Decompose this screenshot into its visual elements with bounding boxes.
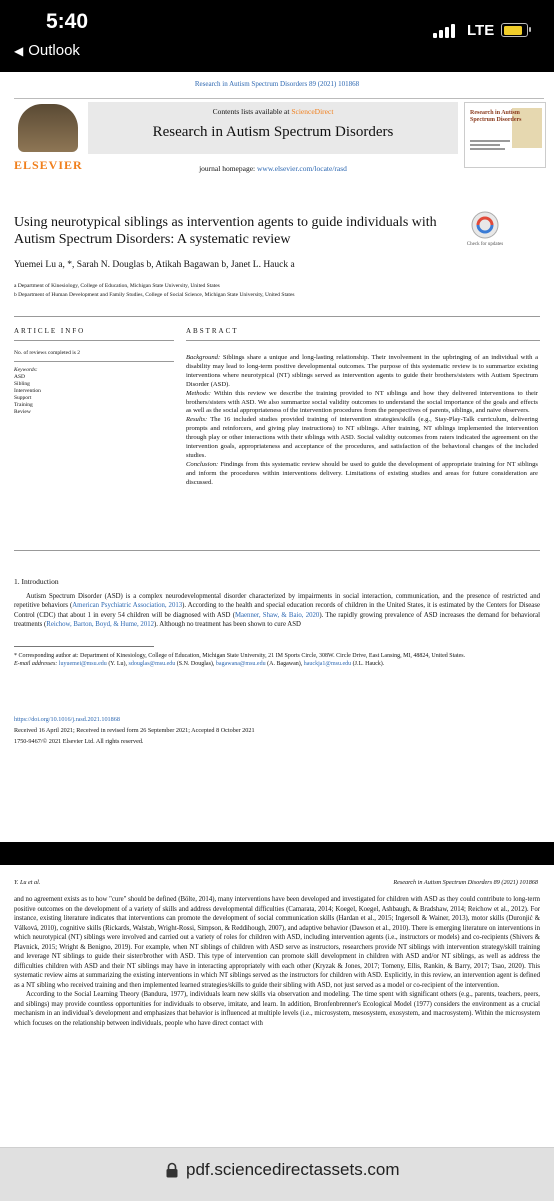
back-label: Outlook xyxy=(28,42,80,59)
article-title: Using neurotypical siblings as intervention agents to guide individuals with Autism Spectrum Disorders: A systematic review xyxy=(14,215,437,247)
lock-icon xyxy=(165,1162,179,1178)
reviews-completed: No. of reviews completed is 2 xyxy=(14,350,80,356)
keyword: Sibling xyxy=(14,381,30,387)
elsevier-tree-logo xyxy=(18,104,78,152)
signal-icon xyxy=(433,24,459,38)
running-journal: Research in Autism Spectrum Disorders 89 (2021) 101868 xyxy=(393,879,538,886)
keyword: Review xyxy=(14,409,31,415)
pdf-page-2 xyxy=(0,865,554,1147)
citation-link[interactable]: Reichow, Barton, Boyd, & Hume, 2012 xyxy=(46,621,155,629)
keywords-block xyxy=(14,367,174,416)
cover-title: Research in Autism Spectrum Disorders xyxy=(470,110,522,123)
url-text[interactable]: pdf.sciencedirectassets.com xyxy=(186,1160,400,1179)
email-link[interactable]: hauckja1@msu.edu xyxy=(303,661,352,667)
check-for-updates-icon[interactable] xyxy=(468,210,502,240)
pdf-page-1 xyxy=(0,72,554,842)
keywords-label: Keywords: xyxy=(14,367,38,373)
affiliation-b: b Department of Human Development and Family Studies, College of Social Science, Michigan State University, United States xyxy=(14,292,295,298)
affiliation-a: a Department of Kinesiology, College of Education, Michigan State University, United States xyxy=(14,283,220,289)
keyword: Intervention xyxy=(14,388,41,394)
divider xyxy=(186,340,540,341)
battery-icon xyxy=(501,23,528,37)
back-arrow-icon: ◀ xyxy=(14,44,24,58)
check-for-updates-label: Check for updates xyxy=(466,242,504,247)
copyright: 1750-9467/© 2021 Elsevier Ltd. All rights reserved. xyxy=(14,738,144,745)
author-list: Yuemei Lu a, *, Sarah N. Douglas b, Atikah Bagawan b, Janet L. Hauck a xyxy=(14,260,295,270)
clock: 5:40 xyxy=(46,10,89,33)
email-link[interactable]: luyuemei@msu.edu xyxy=(58,661,107,667)
citation-link[interactable]: American Psychiatric Association, 2013 xyxy=(72,602,183,610)
citation-link[interactable]: Maenner, Shaw, & Baio, 2020 xyxy=(234,611,320,619)
email-link[interactable]: bagawana@msu.edu xyxy=(215,661,266,667)
journal-homepage: journal homepage: www.elsevier.com/locate/rasd xyxy=(199,164,347,173)
contents-line: Contents lists available at ScienceDirect xyxy=(212,107,334,116)
cover-lines xyxy=(470,140,520,160)
divider xyxy=(14,361,174,362)
journal-citation[interactable]: Research in Autism Spectrum Disorders 89 (2021) 101868 xyxy=(194,80,360,88)
divider xyxy=(14,316,540,317)
elsevier-logo-text: ELSEVIER xyxy=(14,158,83,172)
article-info-heading: ARTICLE INFO xyxy=(14,327,86,335)
footnote-divider xyxy=(14,646,154,647)
keyword: ASD xyxy=(14,374,26,380)
url-bar[interactable] xyxy=(0,1147,554,1201)
back-to-outlook-button[interactable] xyxy=(14,42,80,59)
abstract-heading: ABSTRACT xyxy=(186,327,239,335)
divider xyxy=(14,550,540,551)
running-author: Y. Lu et al. xyxy=(14,879,41,886)
sciencedirect-link[interactable]: ScienceDirect xyxy=(291,107,334,116)
network-label: LTE xyxy=(467,22,495,39)
paragraph: According to the Social Learning Theory (Bandura, 1977), individuals learn new skills via observation and modeling. The time spent with significant others (e.g., parents, teachers, peers, and siblings) may provide countless opportunities for individuals to observe, imitate, and learn. In addition, Bronfenbrenner's Ecological Model (1977) considers the environment as a crucial mechanism in an individual's development and emphasizes that behavior is influenced at multiple levels (i.e., microsystem, mesosystem, exosystem, and macrosystem). Within the microsystem which focuses on the relationship between individuals, people who have direct contact with xyxy=(14,991,540,1027)
footnote: * Corresponding author at: Department of Kinesiology, College of Education, Michigan State University, 21 IM Sports Circle, 308W. Circle Drive, East Lansing, MI, 48824, United States. E-mail addresses: luyuemei@msu.edu (Y. Lu), sdouglas@msu.edu (S.N. Douglas), bagawana@msu.edu (A. Bagawan), hauckja1@msu.edu (J.L. Hauck). xyxy=(14,653,466,667)
keyword: Support xyxy=(14,395,32,401)
status-bar xyxy=(0,0,554,72)
divider xyxy=(14,340,174,341)
intro-paragraph: Autism Spectrum Disorder (ASD) is a complex neurodevelopmental disorder characterized by impairments in social interaction, communication, and the presence of restricted and repetitive behaviors (American Psychiatric Association, 2013). According to the health and special education records of children in the United States, it is estimated by the Centers for Disease Control (CDC) that about 1 in every 54 children will be diagnosed with ASD (Maenner, Shaw, & Baio, 2020). The rapidly growing prevalence of ASD increases the demand for behavioral treatments (Reichow, Barton, Boyd, & Hume, 2012). Although no treatment has been shown to cure ASD xyxy=(14,593,540,629)
abstract-text: Background: Siblings share a unique and long-lasting relationship. Their involvement in the upbringing of an individual with a disability may lead to long-term positive developmental outcomes. The purpose of this systematic review is to summarize existing interventions where neurotypical (NT) siblings served as intervention agents to guide their brothers/sisters with Autism Spectrum Disorder (ASD). Methods: Within this review we describe the training provided to NT siblings and how they delivered interventions to their brothers/sisters with ASD. We also summarize social validity outcomes to understand the social importance of the goals and effects as well as the social appropriateness of the intervention procedures from the perspectives of parents, siblings, and naive observers. Results: The 16 included studies provided training of intervention strategies/skills (e.g., Stay-Play-Talk curriculum, delivering prompts and reinforcers, and giving play instructions) to NT siblings. After training, NT siblings implemented the intervention through play or other interactions with their siblings with ASD. Social validity outcomes from raters indicated the agreement on the intervention goals, appropriateness and acceptance of the procedures, and satisfaction of the behavioral changes of the included studies. Conclusion: Findings from this systematic review should be used to guide the development of appropriate training for NT siblings and inform the procedures within interventions delivery. Limitations of existing studies and areas for future consideration are discussed. xyxy=(186,354,538,486)
keyword: Training xyxy=(14,402,33,408)
received-dates: Received 16 April 2021; Received in revised form 26 September 2021; Accepted 8 October 2021 xyxy=(14,727,255,734)
email-link[interactable]: sdouglas@msu.edu xyxy=(128,661,176,667)
homepage-link[interactable]: www.elsevier.com/locate/rasd xyxy=(257,164,347,173)
doi-link[interactable]: https://doi.org/10.1016/j.rasd.2021.101868 xyxy=(14,716,120,723)
body-text xyxy=(14,895,540,1028)
journal-title: Research in Autism Spectrum Disorders xyxy=(152,124,394,140)
paragraph: and no agreement exists as to how "cure" should be defined (Bölte, 2014), many interventions have been developed and investigated for children with ASD as they could contribute to long-term positive outcomes on the development of a variety of skills and address developmental difficulties (Camarata, 2014; Koegel, Koegel, Ashbaugh, & Bradshaw, 2014; Reichow et al., 2012). For instance, existing literature indicates that interventions can promote the development of social communication skills (Hardan et al., 2015; Ingersoll & Wainer, 2013), motor skills (Duronjić & Válková, 2010), cognitive skills (Rickards, Walstab, Wright-Rossi, Simpson, & Reddihough, 2007), and adaptive behavior (Dawson et al., 2010). There is emerging literature on interventions in which neurotypical (NT) siblings were involved and carried out a variety of roles for children with ASD, including intervention agents (i.e., instructors or models) and co-recipients (Shivers & Plavnick, 2015; Wright & Benigno, 2019). For example, when NT siblings of children with ASD serve as instructors, researchers provide NT siblings with intervention strategy/skill training and leverage NT siblings to guide their sister/brother with ASD. This type of intervention can promote skill development in children with ASD and/or NT siblings, as well as address the difficulties children with ASD and their NT siblings may have in interacting appropriately with each other (Kryzak & Jones, 2017; Tomeny, Ellis, Rankin, & Barry, 2017; Tsao, 2020). This systematic review aims at summarizing the existing interventions in which NT siblings served as the instructors for children with ASD. Explicitly, in this review, an intervention agent is defined as a NT sibling who received training and then implemented learned strategies/skills to guide their sibling with ASD, not just served as a model or co-recipient of the intervention. xyxy=(14,896,540,989)
section-heading: 1. Introduction xyxy=(14,577,59,586)
